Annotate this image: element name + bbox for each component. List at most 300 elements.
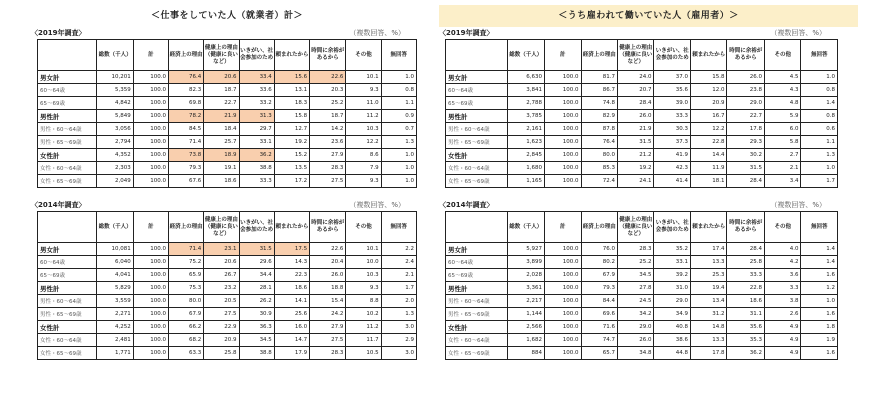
value-cell: 15.8 [274,110,309,123]
value-cell: 100.0 [545,334,581,347]
value-cell: 29.6 [239,256,274,269]
table-caption [439,28,838,39]
value-cell: 18.1 [690,175,726,188]
column-header: 計 [545,40,581,71]
value-cell: 18.6 [204,175,239,188]
column-header [38,212,97,243]
value-cell: 100.0 [133,269,168,282]
value-cell: 0.7 [381,123,416,136]
value-cell: 2.4 [381,256,416,269]
value-cell: 81.7 [581,71,617,84]
value-cell: 18.9 [204,149,239,162]
value-cell: 25.8 [727,256,765,269]
value-cell: 9.3 [346,175,381,188]
row-label: 男性・60～64歳 [446,123,508,136]
value-cell: 41.9 [654,149,690,162]
value-cell: 100.0 [133,295,168,308]
table-row [446,295,838,308]
value-cell: 22.9 [204,321,239,334]
value-cell: 28.1 [239,282,274,295]
row-label: 男性・60～64歳 [38,123,97,136]
table-row [446,71,838,84]
value-cell: 100.0 [545,321,581,334]
column-header: 頼まれたから [274,40,309,71]
panel-title: ＜うち雇われて働いていた人（雇用者）＞ [439,5,858,27]
column-header: 時間に余裕があるから [727,40,765,71]
value-cell: 100.0 [133,256,168,269]
value-cell: 3,899 [507,256,545,269]
row-label: 男性計 [446,110,508,123]
row-label: 女性・65～69歳 [446,347,508,360]
survey-year-label: 〈2019年調査〉 [31,29,86,37]
value-cell: 25.8 [204,347,239,360]
value-cell: 78.2 [169,110,204,123]
column-header: その他 [346,40,381,71]
value-cell: 76.4 [169,71,204,84]
value-cell: 44.8 [654,347,690,360]
value-cell: 20.4 [310,256,346,269]
value-cell: 1.4 [801,256,838,269]
header-row [446,40,838,71]
value-cell: 10,201 [97,71,133,84]
value-cell: 28.4 [618,97,654,110]
value-cell: 34.8 [618,347,654,360]
value-cell: 3.0 [381,321,416,334]
value-cell: 1.0 [381,71,416,84]
table-row [446,175,838,188]
value-cell: 36.2 [239,149,274,162]
value-cell: 28.4 [727,243,765,256]
value-cell: 20.6 [204,71,239,84]
table-row [38,123,417,136]
value-cell: 2,788 [507,97,545,110]
value-cell: 26.0 [618,334,654,347]
value-cell: 9.3 [346,84,381,97]
value-cell: 82.9 [581,110,617,123]
value-cell: 1,771 [97,347,133,360]
value-cell: 28.4 [727,175,765,188]
value-cell: 2.2 [381,243,416,256]
value-cell: 11.9 [690,162,726,175]
table-row [38,136,417,149]
value-cell: 3,056 [97,123,133,136]
value-cell: 22.7 [204,97,239,110]
value-cell: 1.9 [801,334,838,347]
table-block-2019 [31,28,417,188]
value-cell: 0.8 [381,84,416,97]
value-cell: 4,041 [97,269,133,282]
value-cell: 38.8 [239,347,274,360]
column-header: 計 [545,212,581,243]
value-cell: 41.4 [654,175,690,188]
value-cell: 24.1 [618,175,654,188]
value-cell: 14.2 [310,123,346,136]
table-row [38,295,417,308]
header-row [38,212,417,243]
column-header: 経済上の理由 [169,40,204,71]
value-cell: 29.0 [654,295,690,308]
value-cell: 100.0 [545,123,581,136]
value-cell: 18.6 [727,295,765,308]
value-cell: 100.0 [545,97,581,110]
value-cell: 33.6 [239,84,274,97]
panel-title: ＜仕事をしていた人（就業者）計＞ [150,11,303,21]
row-label: 女性計 [38,149,97,162]
value-cell: 30.3 [654,123,690,136]
value-cell: 4.3 [764,84,800,97]
row-label: 女性・65～69歳 [38,347,97,360]
header-row [38,40,417,71]
value-cell: 100.0 [133,123,168,136]
value-cell: 3,841 [507,84,545,97]
table-caption [31,28,417,39]
value-cell: 18.8 [310,282,346,295]
value-cell: 1,165 [507,175,545,188]
column-header: 時間に余裕があるから [727,212,765,243]
row-label: 女性・60～64歳 [38,162,97,175]
table-row [446,243,838,256]
column-header: 計 [133,40,168,71]
value-cell: 100.0 [133,334,168,347]
value-cell: 1.6 [801,308,838,321]
table-row [446,347,838,360]
value-cell: 26.0 [727,71,765,84]
value-cell: 35.6 [727,321,765,334]
value-cell: 15.8 [690,71,726,84]
table-row [446,282,838,295]
value-cell: 1.4 [801,97,838,110]
row-label: 女性計 [446,149,508,162]
panel-all-workers [31,0,417,360]
value-cell: 0.8 [801,110,838,123]
value-cell: 22.7 [727,110,765,123]
value-cell: 18.7 [310,110,346,123]
value-cell: 1,144 [507,308,545,321]
value-cell: 22.6 [310,71,346,84]
value-cell: 17.5 [274,243,309,256]
value-cell: 31.3 [239,110,274,123]
value-cell: 11.2 [346,110,381,123]
value-cell: 100.0 [133,71,168,84]
value-cell: 26.0 [310,269,346,282]
value-cell: 19.2 [618,162,654,175]
table-row [38,175,417,188]
value-cell: 2.9 [381,334,416,347]
value-cell: 2.7 [764,149,800,162]
value-cell: 13.4 [690,295,726,308]
column-header: 健康上の理由（健康に良いなど） [618,212,654,243]
value-cell: 30.9 [239,308,274,321]
value-cell: 100.0 [133,282,168,295]
value-cell: 25.7 [204,136,239,149]
value-cell: 65.9 [169,269,204,282]
value-cell: 19.1 [204,162,239,175]
value-cell: 4.9 [764,321,800,334]
value-cell: 23.8 [727,84,765,97]
value-cell: 21.9 [618,123,654,136]
value-cell: 39.0 [654,97,690,110]
unit-label: （複数回答、%） [770,29,826,37]
value-cell: 79.3 [581,282,617,295]
value-cell: 67.6 [169,175,204,188]
table-row [38,84,417,97]
table-row [38,282,417,295]
value-cell: 20.5 [204,295,239,308]
value-cell: 1.0 [801,295,838,308]
value-cell: 1.3 [381,136,416,149]
value-cell: 71.4 [169,136,204,149]
value-cell: 28.3 [618,243,654,256]
value-cell: 3,559 [97,295,133,308]
value-cell: 67.9 [169,308,204,321]
value-cell: 28.3 [310,162,346,175]
value-cell: 26.7 [204,269,239,282]
value-cell: 4.9 [764,334,800,347]
value-cell: 76.0 [581,243,617,256]
value-cell: 1.1 [381,97,416,110]
value-cell: 22.8 [690,136,726,149]
value-cell: 0.6 [801,123,838,136]
value-cell: 22.8 [727,282,765,295]
value-cell: 1.3 [801,149,838,162]
value-cell: 10.1 [346,243,381,256]
value-cell: 38.6 [654,334,690,347]
value-cell: 2.0 [381,295,416,308]
value-cell: 67.9 [581,269,617,282]
value-cell: 18.7 [204,84,239,97]
table-row [446,334,838,347]
value-cell: 100.0 [545,243,581,256]
value-cell: 100.0 [545,175,581,188]
value-cell: 75.3 [169,282,204,295]
header-row [446,212,838,243]
table-caption [439,200,838,211]
value-cell: 31.2 [690,308,726,321]
value-cell: 37.3 [654,136,690,149]
value-cell: 25.3 [690,269,726,282]
table-row [38,256,417,269]
table-row [38,269,417,282]
value-cell: 2,566 [507,321,545,334]
value-cell: 1,680 [507,162,545,175]
value-cell: 42.3 [654,162,690,175]
row-label: 男性・65～69歳 [446,136,508,149]
value-cell: 10.2 [346,308,381,321]
value-cell: 8.6 [346,149,381,162]
value-cell: 100.0 [133,110,168,123]
survey-year-label: 〈2019年調査〉 [439,29,494,37]
value-cell: 12.2 [346,136,381,149]
value-cell: 34.4 [239,269,274,282]
row-label: 男性計 [446,282,508,295]
panel-employees [439,0,838,360]
value-cell: 26.0 [618,110,654,123]
value-cell: 23.2 [204,282,239,295]
value-cell: 6.0 [764,123,800,136]
survey-year-label: 〈2014年調査〉 [439,201,494,209]
value-cell: 37.0 [654,71,690,84]
value-cell: 5.9 [764,110,800,123]
value-cell: 100.0 [133,175,168,188]
value-cell: 3,785 [507,110,545,123]
value-cell: 17.9 [274,347,309,360]
column-header [446,212,508,243]
value-cell: 10.3 [346,269,381,282]
value-cell: 1,682 [507,334,545,347]
table-row [446,136,838,149]
unit-label: （複数回答、%） [349,201,405,209]
value-cell: 24.5 [618,295,654,308]
value-cell: 34.5 [618,269,654,282]
value-cell: 21.9 [204,110,239,123]
value-cell: 100.0 [545,269,581,282]
value-cell: 4.9 [764,347,800,360]
value-cell: 100.0 [545,162,581,175]
value-cell: 28.3 [310,347,346,360]
value-cell: 100.0 [545,110,581,123]
row-label: 60～64歳 [446,256,508,269]
row-label: 65～69歳 [446,269,508,282]
value-cell: 2,845 [507,149,545,162]
value-cell: 31.5 [239,243,274,256]
column-header: いきがい、社会参加のため [654,212,690,243]
value-cell: 13.3 [690,334,726,347]
value-cell: 1,623 [507,136,545,149]
row-label: 女性計 [38,321,97,334]
table-row [446,84,838,97]
table-row [38,243,417,256]
table-row [446,269,838,282]
column-header: 総数（千人） [97,212,133,243]
value-cell: 25.2 [618,256,654,269]
value-cell: 14.3 [274,256,309,269]
reasons-table [445,211,838,360]
value-cell: 65.7 [581,347,617,360]
value-cell: 2,217 [507,295,545,308]
value-cell: 15.4 [310,295,346,308]
value-cell: 0.9 [381,110,416,123]
value-cell: 20.9 [690,97,726,110]
value-cell: 23.6 [310,136,346,149]
value-cell: 33.1 [654,256,690,269]
value-cell: 4,842 [97,97,133,110]
value-cell: 4,252 [97,321,133,334]
table-block-2014 [31,200,417,360]
value-cell: 884 [507,347,545,360]
value-cell: 74.8 [581,97,617,110]
value-cell: 8.8 [346,295,381,308]
table-row [38,347,417,360]
value-cell: 68.2 [169,334,204,347]
value-cell: 12.7 [274,123,309,136]
row-label: 男性・65～69歳 [446,308,508,321]
column-header [38,40,97,71]
value-cell: 2.1 [764,162,800,175]
row-label: 女性・60～64歳 [446,334,508,347]
table-row [38,308,417,321]
row-label: 男女計 [446,243,508,256]
value-cell: 26.2 [239,295,274,308]
value-cell: 100.0 [133,162,168,175]
value-cell: 100.0 [133,84,168,97]
value-cell: 27.5 [204,308,239,321]
value-cell: 1.7 [801,175,838,188]
column-header: 総数（千人） [507,40,545,71]
column-header: 経済上の理由 [169,212,204,243]
value-cell: 12.2 [690,123,726,136]
value-cell: 0.8 [801,84,838,97]
value-cell: 4.0 [764,243,800,256]
row-label: 65～69歳 [38,97,97,110]
value-cell: 18.6 [274,282,309,295]
row-label: 65～69歳 [446,97,508,110]
value-cell: 79.3 [169,162,204,175]
value-cell: 4.5 [764,71,800,84]
value-cell: 69.8 [169,97,204,110]
table-row [446,97,838,110]
value-cell: 1.0 [801,71,838,84]
value-cell: 3.6 [764,269,800,282]
table-row [446,256,838,269]
value-cell: 31.0 [654,282,690,295]
value-cell: 2,303 [97,162,133,175]
value-cell: 27.8 [618,282,654,295]
column-header: 無回答 [381,212,416,243]
value-cell: 1.4 [801,243,838,256]
value-cell: 100.0 [545,136,581,149]
value-cell: 29.0 [618,321,654,334]
table-row [446,321,838,334]
row-label: 女性・60～64歳 [38,334,97,347]
value-cell: 33.1 [239,136,274,149]
value-cell: 87.8 [581,123,617,136]
value-cell: 3.8 [764,295,800,308]
value-cell: 23.1 [204,243,239,256]
row-label: 男女計 [38,71,97,84]
column-header: 無回答 [381,40,416,71]
value-cell: 5,927 [507,243,545,256]
column-header: 頼まれたから [274,212,309,243]
table-row [446,308,838,321]
value-cell: 33.4 [239,71,274,84]
table-caption [31,200,417,211]
value-cell: 29.0 [727,97,765,110]
value-cell: 34.2 [618,308,654,321]
value-cell: 11.2 [346,321,381,334]
value-cell: 80.0 [581,149,617,162]
table-row [446,162,838,175]
table-row [38,71,417,84]
value-cell: 25.2 [310,97,346,110]
column-header: 無回答 [801,40,838,71]
value-cell: 66.2 [169,321,204,334]
value-cell: 30.2 [727,149,765,162]
row-label: 男性計 [38,110,97,123]
row-label: 男性計 [38,282,97,295]
value-cell: 33.3 [239,175,274,188]
value-cell: 18.4 [204,123,239,136]
value-cell: 2.1 [381,269,416,282]
value-cell: 11.0 [346,97,381,110]
value-cell: 7.9 [346,162,381,175]
survey-year-label: 〈2014年調査〉 [31,201,86,209]
value-cell: 100.0 [133,136,168,149]
table-row [446,123,838,136]
value-cell: 27.5 [310,334,346,347]
row-label: 男性・65～69歳 [38,308,97,321]
value-cell: 100.0 [545,282,581,295]
value-cell: 100.0 [545,84,581,97]
